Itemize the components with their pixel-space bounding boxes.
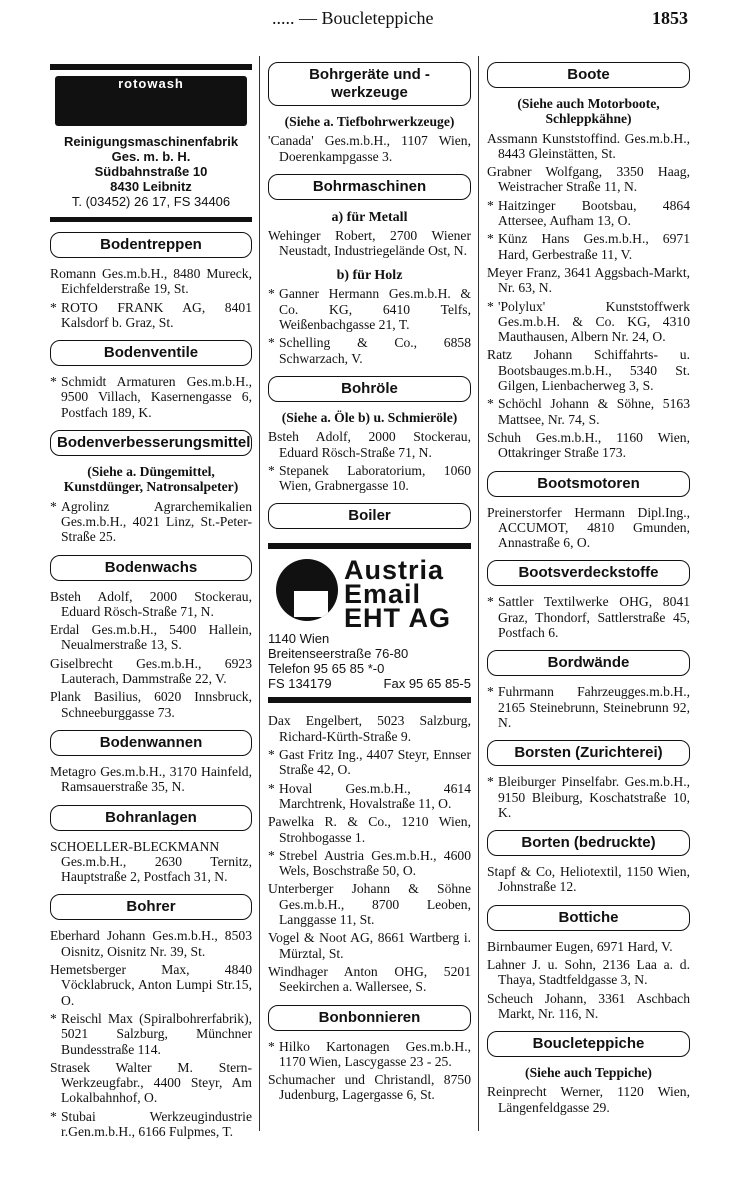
entry: * Agrolinz Agrarchemikalien Ges.m.b.H., 4021 Linz, St.-Peter-Straße 25. bbox=[50, 499, 252, 545]
heading-bohrer: Bohrer bbox=[50, 894, 252, 920]
heading-borten: Borten (bedruckte) bbox=[487, 830, 690, 856]
entry: * Stepanek Laboratorium, 1060 Wien, Grabnergasse 10. bbox=[268, 463, 471, 494]
entry: * Schelling & Co., 6858 Schwarzach, V. bbox=[268, 335, 471, 366]
entry: Metagro Ges.m.b.H., 3170 Hainfeld, Ramsauerstraße 35, N. bbox=[50, 763, 252, 795]
entry: Stapf & Co, Heliotextil, 1150 Wien, Johnstraße 12. bbox=[487, 864, 690, 895]
entry: Plank Basilius, 6020 Innsbruck, Schneeburggasse 73. bbox=[50, 689, 252, 720]
entry: * Hilko Kartonagen Ges.m.b.H., 1170 Wien, Lascygasse 23 - 25. bbox=[268, 1039, 471, 1070]
ad-line: Südbahnstraße 10 bbox=[94, 164, 208, 179]
running-head-title: ..... — Boucleteppiche bbox=[272, 8, 434, 28]
ad-line: 8430 Leibnitz bbox=[110, 179, 192, 194]
entry: SCHOELLER-BLECKMANN Ges.m.b.H., 2630 Ternitz, Hauptstraße 2, Postfach 31, N. bbox=[50, 838, 252, 885]
ad-line: Telefon 95 65 85 *-0 bbox=[268, 661, 385, 677]
entry: * Fuhrmann Fahrzeugges.m.b.H., 2165 Steinebrunn, Steinebrunn 92, N. bbox=[487, 684, 690, 730]
entry: * Reischl Max (Spiralbohrerfabrik), 5021 Salzburg, Münchner Bundesstraße 114. bbox=[50, 1011, 252, 1057]
entry: * Stubai Werkzeugindustrie r.Gen.m.b.H., 6166 Fulpmes, T. bbox=[50, 1109, 252, 1140]
entry: Giselbrecht Ges.m.b.H., 6923 Lauterach, Dammstraße 22, V. bbox=[50, 655, 252, 687]
see-also-note: (Siehe a. Öle b) u. Schmieröle) bbox=[281, 409, 458, 425]
entry: * Ganner Hermann Ges.m.b.H. & Co. KG, 6410 Telfs, Weißenbachgasse 21, T. bbox=[268, 286, 471, 332]
see-also-note: (Siehe a. Tiefbohrwerkzeuge) bbox=[284, 114, 455, 129]
heading-boote: Boote bbox=[487, 62, 690, 88]
running-head bbox=[0, 8, 740, 34]
entry: Reinprecht Werner, 1120 Wien, Längenfeldgasse 29. bbox=[487, 1084, 690, 1115]
ad-line: Ges. m. b. H. bbox=[111, 149, 191, 164]
subheading: b) für Holz bbox=[336, 268, 403, 284]
entry: Schuh Ges.m.b.H., 1160 Wien, Ottakringer Straße 173. bbox=[487, 429, 690, 461]
heading-boiler: Boiler bbox=[268, 503, 471, 529]
emblem-icon bbox=[276, 559, 338, 621]
ad-austria-email bbox=[268, 543, 471, 703]
entry: Scheuch Johann, 3361 Aschbach Markt, Nr. 116, N. bbox=[487, 990, 690, 1021]
heading-bootsverdeckstoffe: Bootsverdeckstoffe bbox=[487, 560, 690, 586]
heading-bohrgeraete: Bohrgeräte und -werkzeuge bbox=[268, 62, 471, 106]
ad-line: T. (03452) 26 17, FS 34406 bbox=[50, 194, 252, 222]
logo-word: EHT AG bbox=[344, 603, 451, 634]
heading-bottiche: Bottiche bbox=[487, 905, 690, 931]
page-number: 1853 bbox=[652, 8, 688, 28]
heading-bodentreppen: Bodentreppen bbox=[50, 232, 252, 258]
heading-bohranlagen: Bohranlagen bbox=[50, 805, 252, 831]
entry: Lahner J. u. Sohn, 2136 Laa a. d. Thaya, Stadtfeldgasse 3, N. bbox=[487, 956, 690, 988]
see-also-note: (Siehe auch Motorboote, Schleppkähne) bbox=[517, 96, 660, 127]
heading-bodenwachs: Bodenwachs bbox=[50, 555, 252, 581]
heading-bordwaende: Bordwände bbox=[487, 650, 690, 676]
entry: Strasek Walter M. Stern-Werkzeugfabr., 4400 Steyr, Am Lokalbahnhof, O. bbox=[50, 1059, 252, 1106]
entry: Pawelka R. & Co., 1210 Wien, Strohbogasse 1. bbox=[268, 814, 471, 845]
entry: Bsteh Adolf, 2000 Stockerau, Eduard Rösch-Straße 71, N. bbox=[268, 429, 471, 460]
heading-bonbonnieren: Bonbonnieren bbox=[268, 1005, 471, 1031]
logo-word: Email bbox=[344, 579, 422, 610]
heading-bodenventile: Bodenventile bbox=[50, 340, 252, 366]
telex: FS 134179 bbox=[268, 676, 332, 692]
entry: Romann Ges.m.b.H., 8480 Mureck, Eichfelderstraße 19, St. bbox=[50, 266, 252, 297]
column-rule bbox=[259, 56, 260, 1131]
subheading: a) für Metall bbox=[331, 209, 408, 225]
column-1 bbox=[50, 58, 252, 1142]
entry: * Künz Hans Ges.m.b.H., 6971 Hard, Gerbestraße 11, V. bbox=[487, 231, 690, 262]
logo-word: Austria bbox=[344, 555, 445, 586]
entry: Eberhard Johann Ges.m.b.H., 8503 Oisnitz, Oisnitz Nr. 39, St. bbox=[50, 928, 252, 959]
heading-bootsmotoren: Bootsmotoren bbox=[487, 471, 690, 497]
entry: Hemetsberger Max, 4840 Vöcklabruck, Anton Lumpi Str.15, O. bbox=[50, 962, 252, 1008]
entry: 'Canada' Ges.m.b.H., 1107 Wien, Doerenkampgasse 3. bbox=[268, 133, 471, 164]
entry: Assmann Kunststoffind. Ges.m.b.H., 8443 Gleinstätten, St. bbox=[487, 130, 690, 161]
entry: Preinerstorfer Hermann Dipl.Ing., ACCUMOT, 4810 Gmunden, Annastraße 6, O. bbox=[487, 504, 690, 551]
entry: * Strebel Austria Ges.m.b.H., 4600 Wels, Boschstraße 50, O. bbox=[268, 848, 471, 879]
ad-line bbox=[268, 676, 471, 691]
entry: * Haitzinger Bootsbau, 4864 Attersee, Aufham 13, O. bbox=[487, 198, 690, 229]
entry: Schumacher und Christandl, 8750 Judenburg, Lagergasse 6, St. bbox=[268, 1072, 471, 1103]
entry: Vogel & Noot AG, 8661 Wartberg i. Mürztal, St. bbox=[268, 930, 471, 961]
ad-rotowash bbox=[50, 64, 252, 222]
see-also-note: (Siehe a. Düngemittel, Kunstdünger, Natronsalpeter) bbox=[63, 464, 239, 495]
heading-bohroele: Bohröle bbox=[268, 376, 471, 402]
entry: * 'Polylux' Kunststoffwerk Ges.m.b.H. & Co. KG, 4310 Mauthausen, Albern Nr. 24, O. bbox=[487, 299, 690, 345]
heading-bodenverbesserungsmittel: Bodenverbesserungsmittel bbox=[50, 430, 252, 456]
column-rule bbox=[478, 56, 479, 1131]
entry: Windhager Anton OHG, 5201 Seekirchen a. Wallersee, S. bbox=[268, 963, 471, 995]
entry: Dax Engelbert, 5023 Salzburg, Richard-Kürth-Straße 9. bbox=[268, 713, 471, 744]
heading-bodenwannen: Bodenwannen bbox=[50, 730, 252, 756]
entry: * Gast Fritz Ing., 4407 Steyr, Ennser Straße 42, O. bbox=[268, 747, 471, 778]
column-2 bbox=[268, 58, 471, 1106]
entry: Erdal Ges.m.b.H., 5400 Hallein, Neualmerstraße 13, S. bbox=[50, 622, 252, 653]
entry: Wehinger Robert, 2700 Wiener Neustadt, Industriegelände Ost, N. bbox=[268, 227, 471, 259]
entry: * Bleiburger Pinselfabr. Ges.m.b.H., 9150 Bleiburg, Koschatstraße 10, K. bbox=[487, 774, 690, 820]
rotowash-logo: rotowash bbox=[55, 76, 247, 126]
entry: Bsteh Adolf, 2000 Stockerau, Eduard Rösch-Straße 71, N. bbox=[50, 588, 252, 619]
fax: Fax 95 65 85-5 bbox=[383, 676, 471, 692]
heading-boucleteppiche: Boucleteppiche bbox=[487, 1031, 690, 1057]
austria-email-logo bbox=[268, 555, 471, 634]
entry: * Schöchl Johann & Söhne, 5163 Mattsee, Nr. 74, S. bbox=[487, 396, 690, 427]
entry: Meyer Franz, 3641 Aggsbach-Markt, Nr. 63, N. bbox=[487, 264, 690, 296]
see-also-note: (Siehe auch Teppiche) bbox=[525, 1065, 652, 1081]
ad-line: 1140 Wien bbox=[268, 631, 330, 647]
heading-borsten: Borsten (Zurichterei) bbox=[487, 740, 690, 766]
entry: Unterberger Johann & Söhne Ges.m.b.H., 8700 Leoben, Langgasse 11, St. bbox=[268, 881, 471, 928]
ad-line: Breitenseerstraße 76-80 bbox=[268, 646, 409, 662]
column-3 bbox=[487, 58, 690, 1118]
entry: * Hoval Ges.m.b.H., 4614 Marchtrenk, Hovalstraße 11, O. bbox=[268, 781, 471, 812]
entry: * ROTO FRANK AG, 8401 Kalsdorf b. Graz, St. bbox=[50, 300, 252, 331]
entry: Ratz Johann Schiffahrts- u. Bootsbauges.m.b.H., 5340 St. Gilgen, Lienbacherweg 3, S. bbox=[487, 347, 690, 394]
entry: Grabner Wolfgang, 3350 Haag, Weistracher Straße 11, N. bbox=[487, 164, 690, 195]
entry: * Schmidt Armaturen Ges.m.b.H., 9500 Villach, Kasernengasse 6, Postfach 189, K. bbox=[50, 374, 252, 420]
heading-bohrmaschinen: Bohrmaschinen bbox=[268, 174, 471, 200]
ad-line: Reinigungsmaschinenfabrik bbox=[63, 134, 239, 149]
entry: * Sattler Textilwerke OHG, 8041 Graz, Thondorf, Sattlerstraße 45, Postfach 6. bbox=[487, 594, 690, 640]
entry: Birnbaumer Eugen, 6971 Hard, V. bbox=[487, 938, 673, 954]
